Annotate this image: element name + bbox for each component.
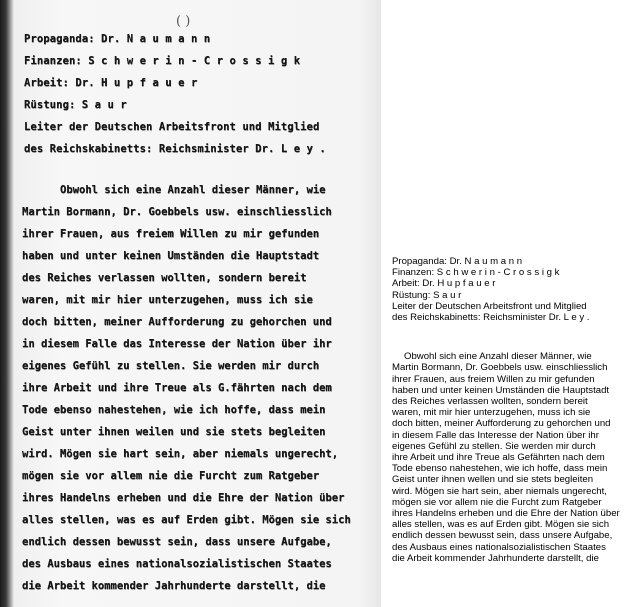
transcript-body-line: Martin Bormann, Dr. Goebbels usw. einschliesslich — [392, 362, 608, 374]
transcript-body-line: des Reiches verlassen wollten, sondern bereit — [392, 396, 588, 408]
transcript-header-line: Arbeit: Dr. H u p f a u e r — [392, 278, 496, 290]
scan-body-line: eigenes Gefühl zu stellen. Sie werden mir durch — [22, 360, 320, 372]
transcript-body-line: Obwohl sich eine Anzahl dieser Männer, wie — [404, 351, 592, 363]
transcript-body-line: in diesem Falle das Interesse der Nation über ihr — [392, 429, 599, 441]
scan-body-line: ihrer Frauen, aus freiem Willen zu mir gefunden — [22, 228, 320, 240]
scan-body-line: die Arbeit kommender Jahrhunderte darstellt, die — [22, 580, 326, 592]
scan-header-arbeit: Arbeit: Dr. H u p f a u e r — [24, 77, 198, 89]
transcript-body-line: endlich dessen bewusst sein, dass unsere Aufgabe, — [392, 530, 613, 542]
scan-body-line: Geist unter ihnen weilen und sie stets begleiten — [22, 426, 326, 438]
scan-body-line: Tode ebenso nahestehen, wie ich hoffe, dass mein — [22, 404, 326, 416]
scan-body-line: in diesem Falle das Interesse der Nation über ihr — [22, 338, 332, 350]
scan-body-paragraph — [22, 179, 351, 597]
transcript-body-line: ihrer Frauen, aus freiem Willen zu mir gefunden — [392, 373, 595, 385]
scan-body-line: haben und unter keinen Umständen die Hauptstadt — [22, 250, 320, 262]
transcript-body-line: wird. Mögen sie hart sein, aber niemals ungerecht, — [392, 485, 607, 497]
scan-body-line: Martin Bormann, Dr. Goebbels usw. einschliesslich — [22, 206, 332, 218]
transcript-header-line: Finanzen: S c h w e r i n - C r o s s i g k — [392, 267, 560, 279]
transcript-body-line: die Arbeit kommender Jahrhunderte darstellt, die — [392, 552, 599, 564]
scan-body-line: ihre Arbeit und ihre Treue als G.fährten nach dem — [22, 382, 332, 394]
transcript-body-line: eigenes Gefühl zu stellen. Sie werden mir durch — [392, 440, 596, 452]
transcript-body-line: ihre Arbeit und ihre Treue als Gefährten nach dem — [392, 452, 605, 464]
scan-body-line: doch bitten, meiner Aufforderung zu gehorchen und — [22, 316, 332, 328]
transcript-body-line: Tode ebenso nahestehen, wie ich hoffe, dass mein — [392, 463, 608, 475]
scan-header-reichskabinett: des Reichskabinetts: Reichsminister Dr. L e y . — [24, 143, 326, 155]
scan-body-line: mögen sie vor allem nie die Furcht zum Ratgeber — [22, 470, 320, 482]
transcript-body — [392, 351, 632, 564]
transcript-body-line: waren, mit mir hier unterzugehen, muss ich sie — [392, 407, 591, 419]
scan-header-ruestung: Rüstung: S a u r — [24, 99, 127, 111]
transcript-body-line: des Ausbaus eines nationalsozialistischen Staates — [392, 541, 606, 553]
transcription-panel — [392, 256, 632, 564]
scan-body-line: alles stellen, was es auf Erden gibt. Mögen sie sich — [22, 514, 351, 526]
scan-body-line: wird. Mögen sie hart sein, aber niemals ungerecht, — [22, 448, 339, 460]
transcript-header-line: Rüstung: S a u r — [392, 289, 462, 301]
transcript-body-line: alles stellen, was es auf Erden gibt. Mögen sie sich — [392, 519, 610, 531]
transcript-header-line: des Reichskabinetts: Reichsminister Dr. L e y . — [392, 312, 590, 324]
transcript-header-line: Leiter der Deutschen Arbeitsfront und Mitglied — [392, 300, 587, 312]
scan-header-propaganda: Propaganda: Dr. N a u m a n n — [24, 33, 211, 45]
scan-body-line: des Reiches verlassen wollten, sondern bereit — [22, 272, 307, 284]
scan-body-line: des Ausbaus eines nationalsozialistischen Staates — [22, 558, 332, 570]
transcript-body-line: Geist unter ihnen wellen und sie stets begleiten — [392, 474, 594, 486]
scan-header-finanzen: Finanzen: S c h w e r i n - C r o s s i g k — [24, 55, 301, 67]
transcript-body-line: haben und unter keinen Umständen die Hauptstadt — [392, 384, 610, 396]
transcript-body-line: ihres Handelns erheben und die Ehre der Nation über — [392, 508, 620, 520]
transcript-body-line: doch bitten, meiner Aufforderung zu gehorchen und — [392, 418, 611, 430]
transcript-body-line: mögen sie vor allem nie die Furcht zum Ratgeber — [392, 496, 602, 508]
margin-mark: ( ) — [176, 14, 191, 29]
scan-header-leiter: Leiter der Deutschen Arbeitsfront und Mitglied — [24, 121, 320, 133]
scan-body-line: endlich dessen bewusst sein, dass unsere Aufgabe, — [22, 536, 332, 548]
scan-body-line: ihres Handelns erheben und die Ehre der Nation über — [22, 492, 345, 504]
transcript-header-line: Propaganda: Dr. N a u m a n n — [392, 256, 523, 267]
scan-body-line: waren, mit mir hier unterzugehen, muss ich sie — [22, 294, 313, 306]
scan-body-line: Obwohl sich eine Anzahl dieser Männer, wie — [60, 184, 326, 196]
transcript-header — [392, 256, 632, 323]
